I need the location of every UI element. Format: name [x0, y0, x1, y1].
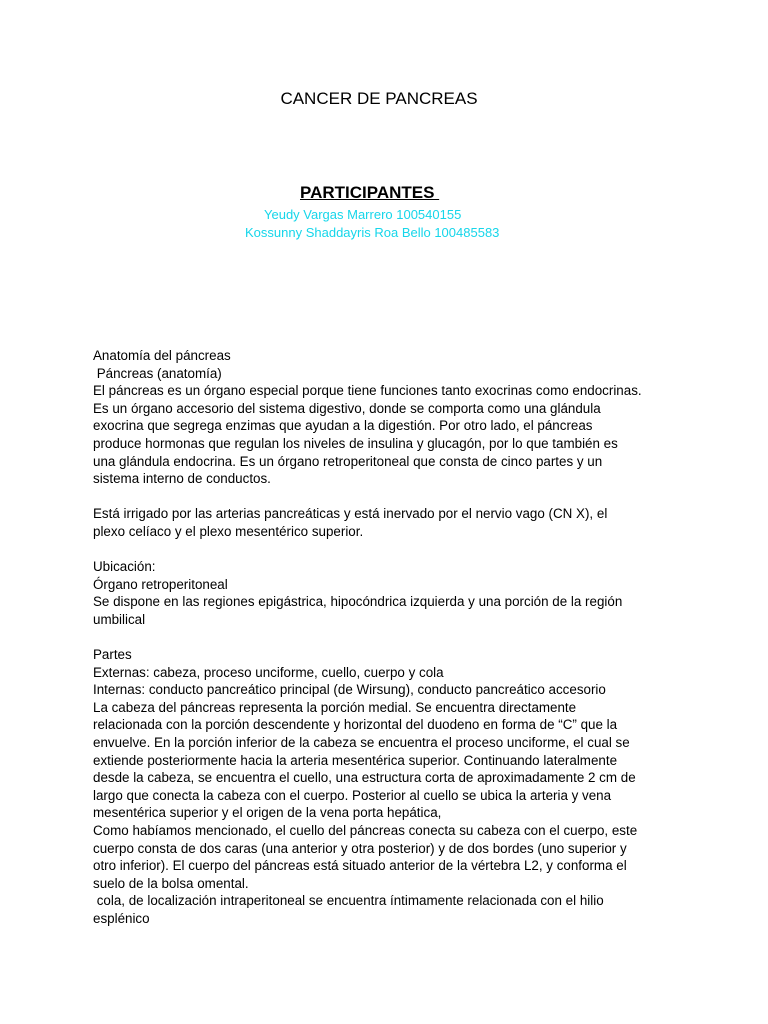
body-line: extiende posteriormente hacia la arteria mesentérica superior. Continuando lateralmente — [93, 752, 618, 768]
body-line: Anatomía del páncreas — [93, 348, 231, 363]
document-body — [93, 347, 693, 928]
body-line: Órgano retroperitoneal — [93, 576, 228, 592]
body-line: La cabeza del páncreas representa la porción medial. Se encuentra directamente — [93, 699, 577, 715]
body-line: relacionada con la porción descendente y horizontal del duodeno en forma de “C” que la — [93, 717, 618, 733]
body-line: esplénico — [93, 911, 150, 926]
document-title: CANCER DE PANCREAS — [280, 89, 478, 108]
body-line: Se dispone en las regiones epigástrica, hipocóndrica izquierda y una porción de la región — [93, 594, 623, 610]
body-line: Es un órgano accesorio del sistema digestivo, donde se comporta como una glándula — [93, 400, 601, 416]
body-line: cuerpo consta de dos caras (una anterior y otra posterior) y de dos bordes (uno superior y — [93, 840, 627, 856]
participants-heading: PARTICIPANTES — [300, 183, 440, 202]
body-line: cola, de localización intraperitoneal se encuentra íntimamente relacionada con el hilio — [93, 893, 604, 909]
body-line: Páncreas (anatomía) — [93, 365, 222, 381]
body-line: mesentérica superior y el origen de la vena porta hepática, — [93, 805, 442, 821]
body-line: otro inferior). El cuerpo del páncreas está situado anterior de la vértebra L2, y conforma el — [93, 858, 627, 874]
body-line: sistema interno de conductos. — [93, 471, 271, 487]
participant-name: Yeudy Vargas Marrero 100540155 — [264, 207, 462, 222]
body-line: exocrina que segrega enzimas que ayudan a la digestión. Por otro lado, el páncreas — [93, 418, 593, 434]
body-line: largo que conecta la cabeza con el cuerpo. Posterior al cuello se ubica la arteria y vena — [93, 787, 612, 803]
body-line: desde la cabeza, se encuentra el cuello, una estructura corta de aproximadamente 2 cm de — [93, 770, 636, 786]
blank-line — [93, 488, 693, 506]
body-line: umbilical — [93, 611, 146, 627]
body-line: El páncreas es un órgano especial porque tiene funciones tanto exocrinas como endocrinas. — [93, 383, 642, 399]
body-line: plexo celíaco y el plexo mesentérico superior. — [93, 523, 364, 539]
blank-line — [93, 629, 693, 647]
body-line: Como habíamos mencionado, el cuello del páncreas conecta su cabeza con el cuerpo, este — [93, 823, 638, 839]
body-line: produce hormonas que regulan los niveles de insulina y glucagón, por lo que también es — [93, 435, 618, 451]
body-line: suelo de la bolsa omental. — [93, 875, 249, 891]
participant-name: Kossunny Shaddayris Roa Bello 100485583 — [245, 225, 500, 240]
blank-line — [93, 541, 693, 559]
body-line: Partes — [93, 647, 132, 663]
body-line: Está irrigado por las arterias pancreáticas y está inervado por el nervio vago (CN X), el — [93, 506, 608, 522]
body-line: una glándula endocrina. Es un órgano retroperitoneal que consta de cinco partes y un — [93, 453, 603, 469]
body-line: Externas: cabeza, proceso unciforme, cuello, cuerpo y cola — [93, 664, 444, 680]
body-line: envuelve. En la porción inferior de la cabeza se encuentra el proceso unciforme, el cual se — [93, 735, 630, 751]
body-line: Internas: conducto pancreático principal (de Wirsung), conducto pancreático accesorio — [93, 682, 606, 698]
body-line: Ubicación: — [93, 559, 156, 575]
